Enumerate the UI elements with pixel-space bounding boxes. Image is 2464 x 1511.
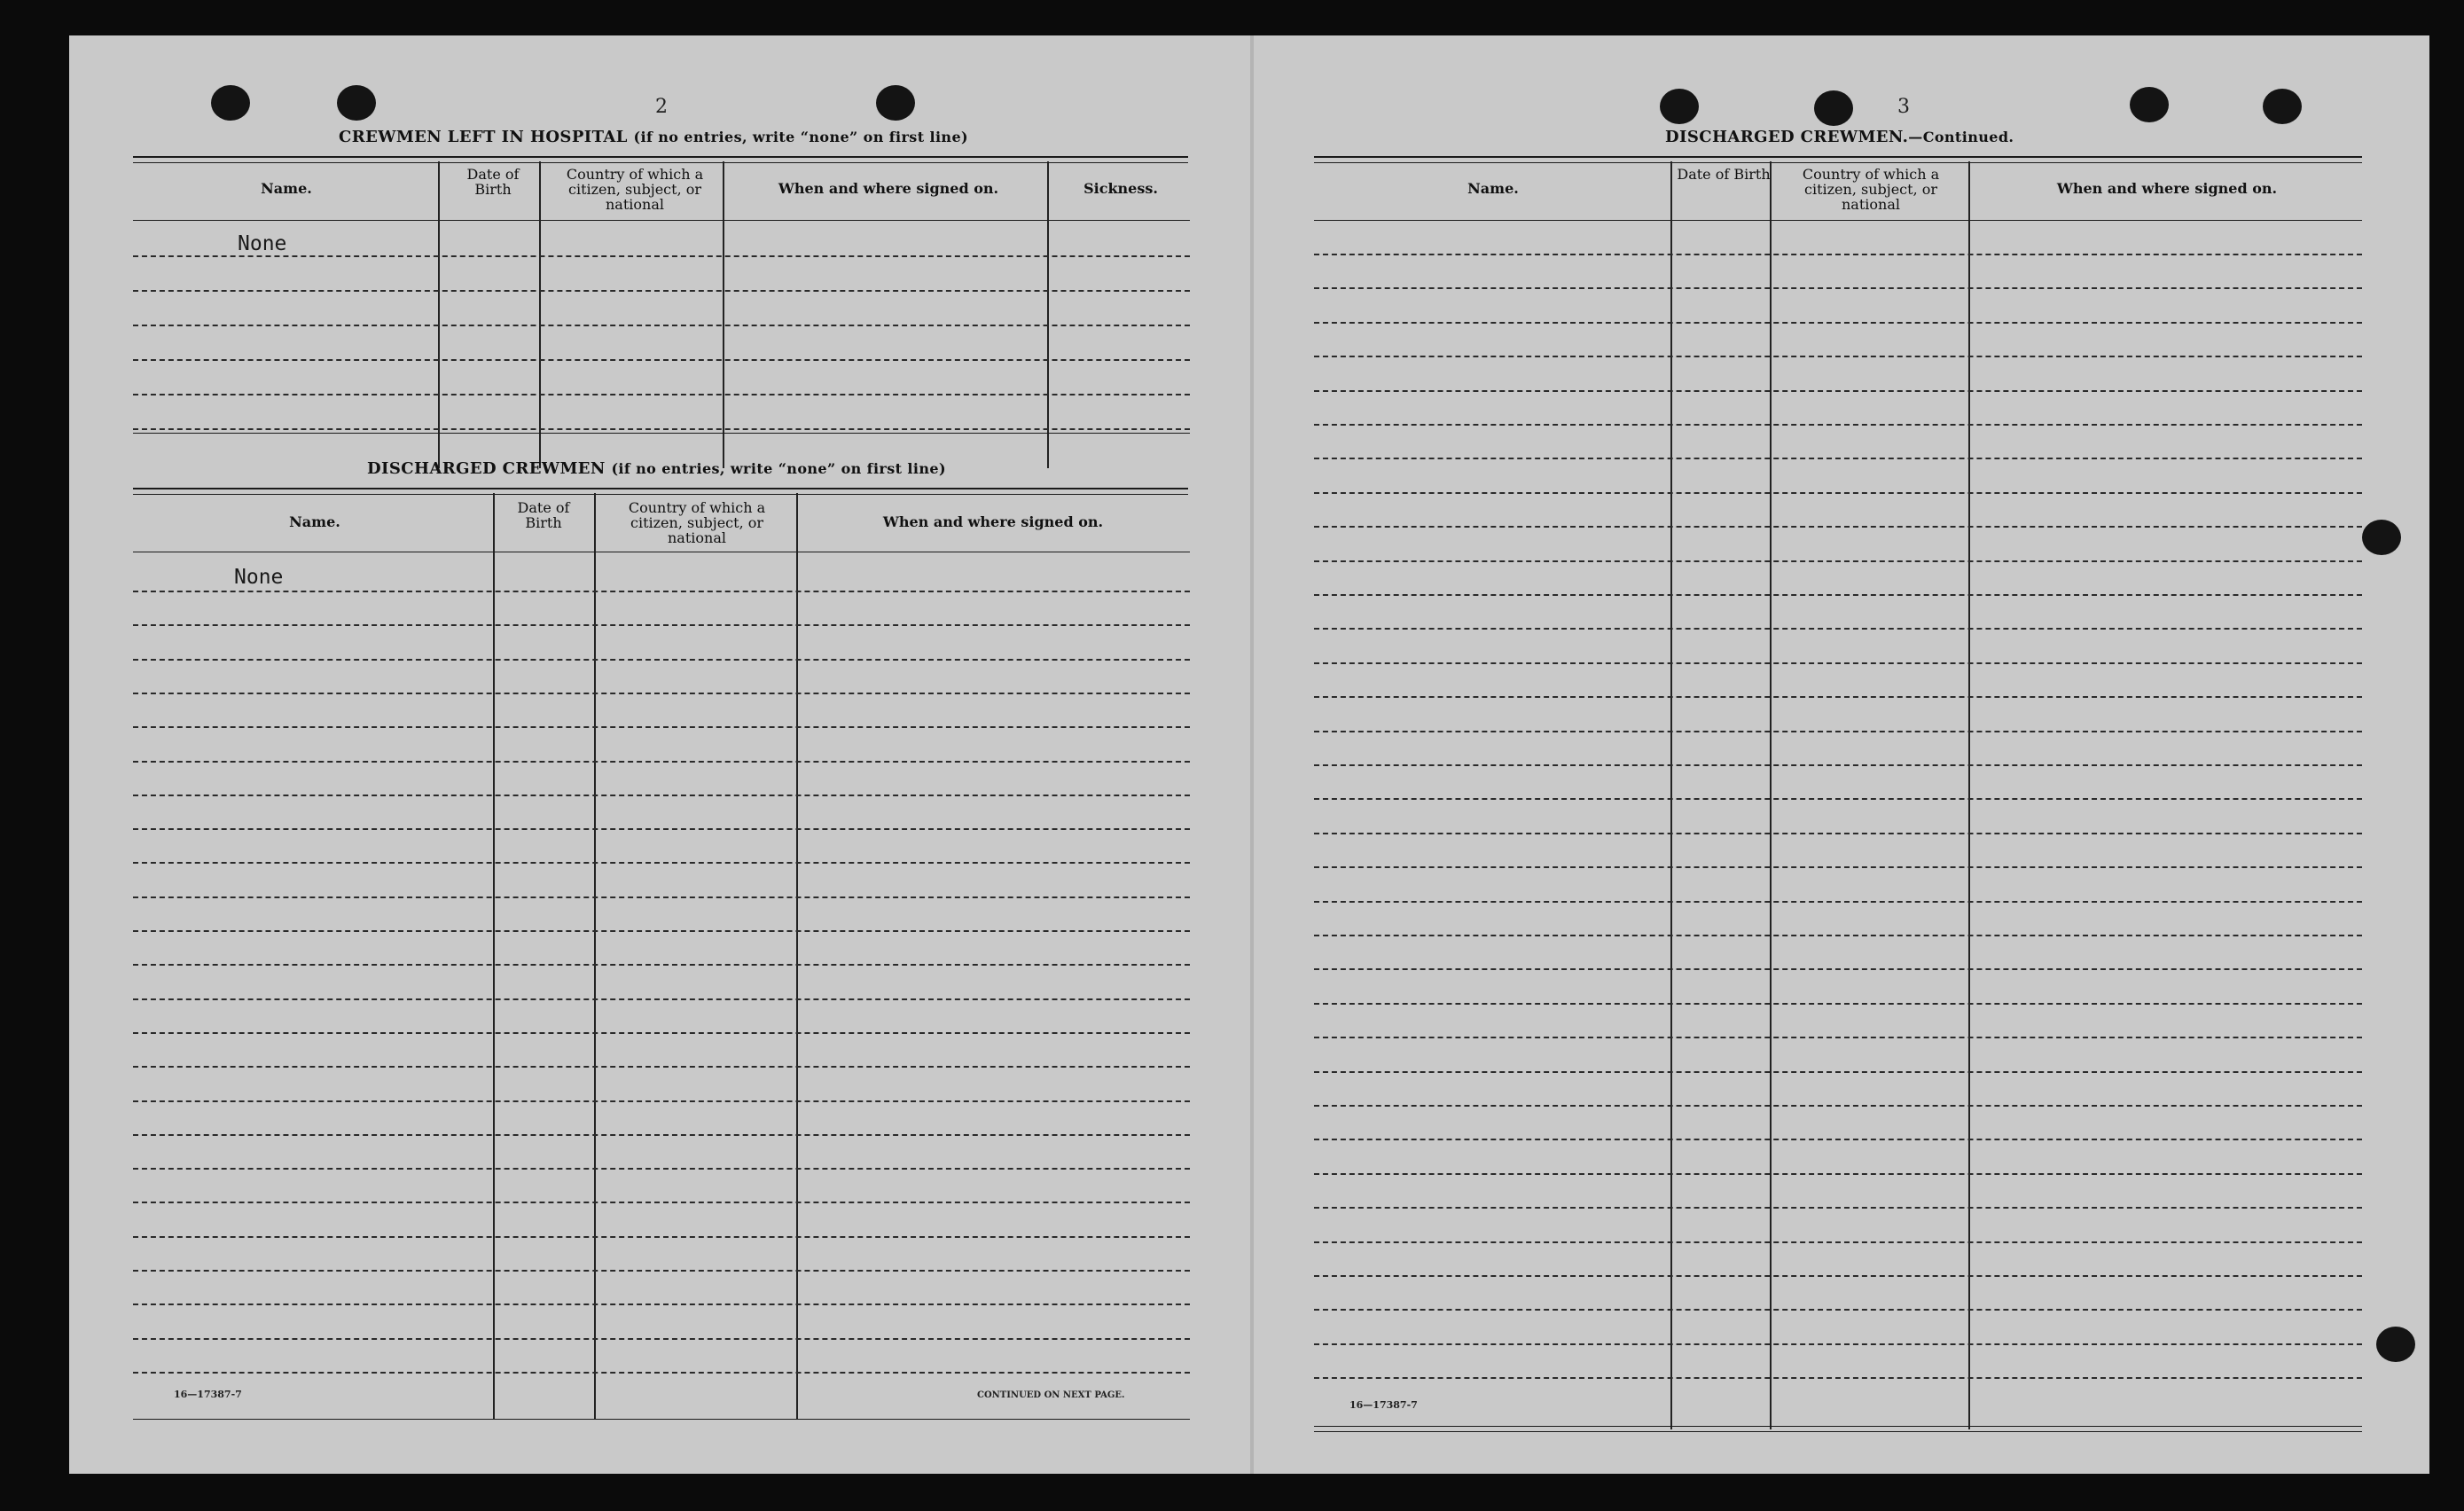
ruled-line	[1314, 594, 2362, 596]
ruled-line	[133, 1066, 1190, 1068]
rule	[133, 220, 1190, 221]
ruled-line	[133, 1270, 1190, 1272]
ruled-line	[1314, 458, 2362, 459]
ruled-line	[1314, 1377, 2362, 1379]
ruled-line	[1314, 662, 2362, 664]
ruled-line	[1314, 1207, 2362, 1209]
ruled-line	[133, 726, 1190, 728]
ruled-line	[133, 1236, 1190, 1238]
discharged-title-note: (if no entries, write “none” on first line)	[611, 460, 946, 477]
column-line	[796, 493, 798, 1419]
ruled-line	[1314, 424, 2362, 426]
rule	[1314, 156, 2362, 158]
discharged-continued-text: DISCHARGED CREWMEN.	[1665, 128, 1909, 146]
punch-hole	[2362, 520, 2401, 555]
ruled-line	[1314, 1071, 2362, 1073]
ruled-line	[133, 591, 1190, 592]
right-col-country: Country of which a citizen, subject, or national	[1802, 166, 1940, 213]
ruled-line	[133, 659, 1190, 661]
ruled-line	[133, 761, 1190, 763]
ruled-line	[133, 998, 1190, 1000]
rule	[1314, 220, 2362, 221]
ruled-line	[1314, 287, 2362, 289]
ruled-line	[133, 1372, 1190, 1374]
ruled-line	[133, 325, 1190, 326]
right-col-signed: When and where signed on.	[2056, 180, 2278, 197]
ruled-line	[133, 1304, 1190, 1305]
ruled-line	[1314, 254, 2362, 255]
hospital-col-sickness: Sickness.	[1083, 180, 1158, 197]
ruled-line	[1314, 798, 2362, 800]
ruled-line	[1314, 1241, 2362, 1243]
ruled-line	[133, 1100, 1190, 1102]
document-sheet	[69, 35, 2429, 1474]
ruled-line	[133, 428, 1190, 430]
ruled-line	[1314, 901, 2362, 903]
ruled-line	[1314, 731, 2362, 732]
discharged-entry-name: None	[234, 566, 284, 589]
ruled-line	[1314, 560, 2362, 562]
ruled-line	[133, 828, 1190, 830]
rule	[133, 494, 1188, 495]
ruled-line	[1314, 833, 2362, 834]
column-line	[1670, 161, 1672, 1429]
ruled-line	[133, 896, 1190, 898]
column-line	[438, 161, 440, 468]
punch-hole	[337, 85, 376, 121]
rule	[133, 1419, 1190, 1420]
rule	[1314, 162, 2362, 163]
ruled-line	[1314, 1275, 2362, 1277]
column-line	[1770, 161, 1772, 1429]
column-line	[539, 161, 541, 468]
ruled-line	[1314, 1309, 2362, 1311]
punch-hole	[2130, 87, 2169, 122]
ruled-line	[133, 1168, 1190, 1170]
ruled-line	[133, 862, 1190, 864]
punch-hole	[2376, 1327, 2415, 1362]
ruled-line	[1314, 628, 2362, 630]
ruled-line	[133, 1338, 1190, 1340]
ruled-line	[1314, 1139, 2362, 1140]
ruled-line	[133, 964, 1190, 966]
ruled-line	[133, 795, 1190, 796]
discharged-col-country: Country of which a citizen, subject, or national	[628, 499, 766, 546]
column-line	[493, 493, 495, 1419]
hospital-section-title	[339, 128, 968, 146]
ruled-line	[1314, 866, 2362, 868]
discharged-title-text: DISCHARGED CREWMEN	[367, 459, 606, 478]
hospital-col-dob: Date of Birth	[466, 166, 520, 198]
ruled-line	[133, 624, 1190, 626]
ruled-line	[133, 930, 1190, 932]
ruled-line	[133, 1032, 1190, 1034]
rule	[133, 488, 1188, 489]
discharged-section-title	[367, 459, 946, 478]
punch-hole	[876, 85, 915, 121]
ruled-line	[133, 693, 1190, 694]
ruled-line	[1314, 1105, 2362, 1107]
ruled-line	[1314, 356, 2362, 357]
rule	[133, 433, 1190, 434]
column-line	[723, 161, 724, 468]
continued-suffix: —Continued.	[1908, 129, 2014, 145]
column-line	[1968, 161, 1970, 1429]
discharged-col-name: Name.	[289, 513, 340, 530]
rule	[1314, 1431, 2362, 1432]
page-number-left: 2	[655, 96, 668, 118]
form-number-left: 16—17387-7	[174, 1389, 242, 1400]
punch-hole	[1814, 90, 1853, 126]
ruled-line	[1314, 492, 2362, 494]
ruled-line	[133, 394, 1190, 395]
punch-hole	[211, 85, 250, 121]
ruled-line	[1314, 1003, 2362, 1005]
hospital-col-country: Country of which a citizen, subject, or national	[566, 166, 704, 213]
ruled-line	[1314, 1343, 2362, 1345]
ruled-line	[1314, 1037, 2362, 1038]
punch-hole	[2263, 89, 2302, 124]
discharged-col-dob: Date of Birth	[517, 499, 570, 531]
rule	[1314, 1426, 2362, 1427]
column-line	[594, 493, 596, 1419]
ruled-line	[1314, 1173, 2362, 1175]
discharged-col-signed: When and where signed on.	[882, 513, 1104, 530]
ruled-line	[1314, 322, 2362, 324]
ruled-line	[133, 290, 1190, 292]
rule	[133, 156, 1188, 158]
hospital-title-text: CREWMEN LEFT IN HOSPITAL	[339, 128, 628, 146]
hospital-col-signed: When and where signed on.	[778, 180, 999, 197]
ruled-line	[1314, 390, 2362, 392]
punch-hole	[1660, 89, 1699, 124]
form-number-right: 16—17387-7	[1349, 1399, 1418, 1411]
rule	[133, 162, 1188, 163]
hospital-title-note: (if no entries, write “none” on first line)	[633, 129, 969, 145]
ruled-line	[133, 255, 1190, 257]
right-col-name: Name.	[1467, 180, 1519, 197]
ruled-line	[1314, 696, 2362, 698]
ruled-line	[1314, 935, 2362, 936]
hospital-entry-name: None	[238, 232, 287, 255]
continued-note: CONTINUED ON NEXT PAGE.	[977, 1390, 1125, 1400]
column-line	[1047, 161, 1049, 468]
discharged-continued-title	[1665, 128, 2014, 146]
ruled-line	[133, 1202, 1190, 1203]
hospital-col-name: Name.	[261, 180, 312, 197]
right-col-dob: Date of Birth	[1677, 166, 1771, 183]
ruled-line	[133, 359, 1190, 361]
ruled-line	[1314, 764, 2362, 766]
page-number-right: 3	[1897, 96, 1910, 118]
page-fold	[1250, 35, 1254, 1474]
ruled-line	[1314, 526, 2362, 528]
ruled-line	[1314, 968, 2362, 970]
ruled-line	[133, 1134, 1190, 1136]
